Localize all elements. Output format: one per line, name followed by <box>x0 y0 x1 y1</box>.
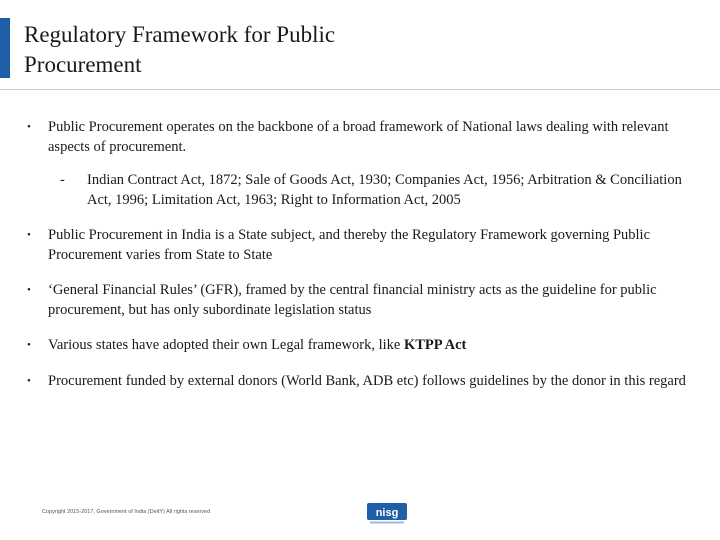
bullet-item <box>27 118 693 157</box>
logo-text: nisg <box>375 507 399 519</box>
bullet-text: ‘General Financial Rules’ (GFR), framed by the central financial ministry acts as the guideline for public procurement, but has only subordinate legislation status <box>48 282 657 318</box>
title-accent-bar <box>0 18 10 78</box>
bullet-mark: • <box>27 374 31 387</box>
bullet-mark: • <box>27 121 31 133</box>
bullet-text: Public Procurement in India is a State subject, and thereby the Regulatory Framework governing Public Procurement varies from State to State <box>48 227 651 263</box>
bullet-text: Procurement funded by external donors (World Bank, ADB etc) follows guidelines by the donor in this regard <box>48 372 686 389</box>
bullet-mark: • <box>27 339 31 351</box>
sub-bullet-text: Indian Contract Act, 1872; Sale of Goods Act, 1930; Companies Act, 1956; Arbitration & Conciliation Act, 1996; Limitation Act, 1963; Right to Information Act, 2005 <box>87 172 682 208</box>
bullet-text: Public Procurement operates on the backbone of a broad framework of National laws dealing with relevant aspects of procurement. <box>48 119 669 155</box>
slide-content <box>0 118 720 407</box>
sub-bullet-mark: - <box>60 172 65 188</box>
bullet-item <box>27 226 693 265</box>
title-divider <box>0 89 720 90</box>
nisg-logo <box>367 503 407 525</box>
footer-copyright: Copyright 2015-2017, Government of India (DeitY) All rights reserved <box>42 509 211 515</box>
bullet-mark: • <box>27 229 31 241</box>
title-line-2: Procurement <box>24 52 142 77</box>
bullet-emphasis-ktpp: KTPP Act <box>403 337 467 353</box>
bullet-mark: • <box>27 284 31 296</box>
bullet-text: Various states have adopted their own Legal framework, like <box>48 337 404 353</box>
slide-title <box>24 20 624 80</box>
bullet-item <box>27 372 693 392</box>
bullet-item <box>27 281 693 320</box>
title-line-1: Regulatory Framework for Public <box>24 22 336 47</box>
sub-bullet-item <box>60 171 687 210</box>
bullet-item <box>27 336 693 356</box>
